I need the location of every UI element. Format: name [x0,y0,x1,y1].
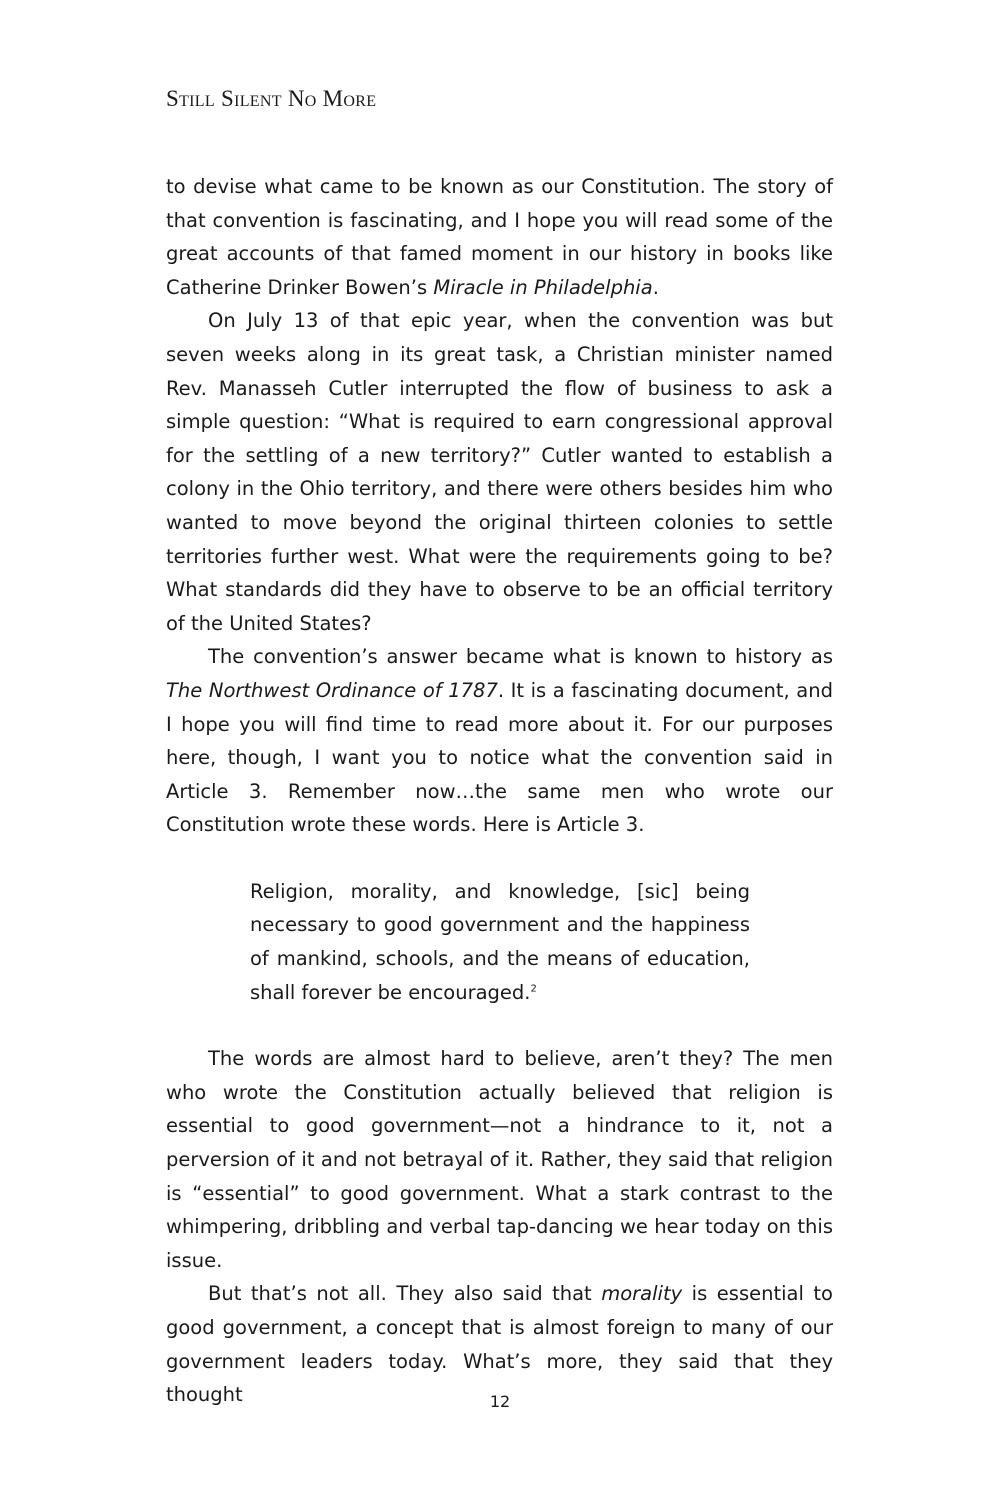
paragraph-1 [166,170,833,304]
document-title: The Northwest Ordinance of 1787 [166,678,498,702]
block-quote-text: Religion, morality, and knowledge, [sic] being necessary to good government and the happiness of mankind, schools, and the means of education, shall forever be encouraged. [250,879,750,1004]
paragraph-1-text: to devise what came to be known as our Constitution. The story of that convention is fascinating, and I hope you will read some of the great accounts of that famed moment in our history in books like Catherine Drinker Bowen’s [166,175,833,299]
paragraph-3 [166,640,833,842]
book-title: Miracle in Philadelphia [433,275,653,299]
paragraph-3-end: . It is a fascinating document, and I hope you will find time to read more about it. For our purposes here, though, I want you to notice what the convention said in Article 3. Remember now…the same men who wrote our Constitution wrote these words. Here is Article 3. [166,678,833,837]
paragraph-1-end: . [652,275,659,299]
paragraph-3-text: The convention’s answer became what is known to history as [208,645,833,669]
block-quote [250,875,750,1009]
page-number: 12 [489,1392,511,1411]
running-head: Still Silent No More [166,86,377,111]
paragraph-5-text: But that’s not all. They also said that [208,1282,602,1306]
body-text [166,170,833,1412]
paragraph-4: The words are almost hard to believe, aren’t they? The men who wrote the Constitution actually believed that religion is essential to good government—not a hindrance to it, not a perversion of it and not betrayal of it. Rather, they said that religion is “essential” to good government. What a stark contrast to the whimpering, dribbling and verbal tap-dancing we hear today on this issue. [166,1047,833,1272]
footnote-reference[interactable]: 2 [530,983,537,995]
emphasis-word: morality [601,1282,683,1306]
paragraph-2: On July 13 of that epic year, when the convention was but seven weeks along in its great task, a Christian minister named Rev. Manasseh Cutler interrupted the flow of business to ask a simple question: “What is required to earn congressional approval for the settling of a new territory?” Cutler wanted to establish a colony in the Ohio territory, and there were others besides him who wanted to move beyond the original thirteen colonies to settle territories further west. What were the requirements going to be? What standards did they have to observe to be an official territory of the United States? [166,309,833,635]
paragraph-5-end: is essential to good government, a concept that is almost foreign to many of our government leaders today. What’s more, they said that they thought [166,1282,833,1407]
